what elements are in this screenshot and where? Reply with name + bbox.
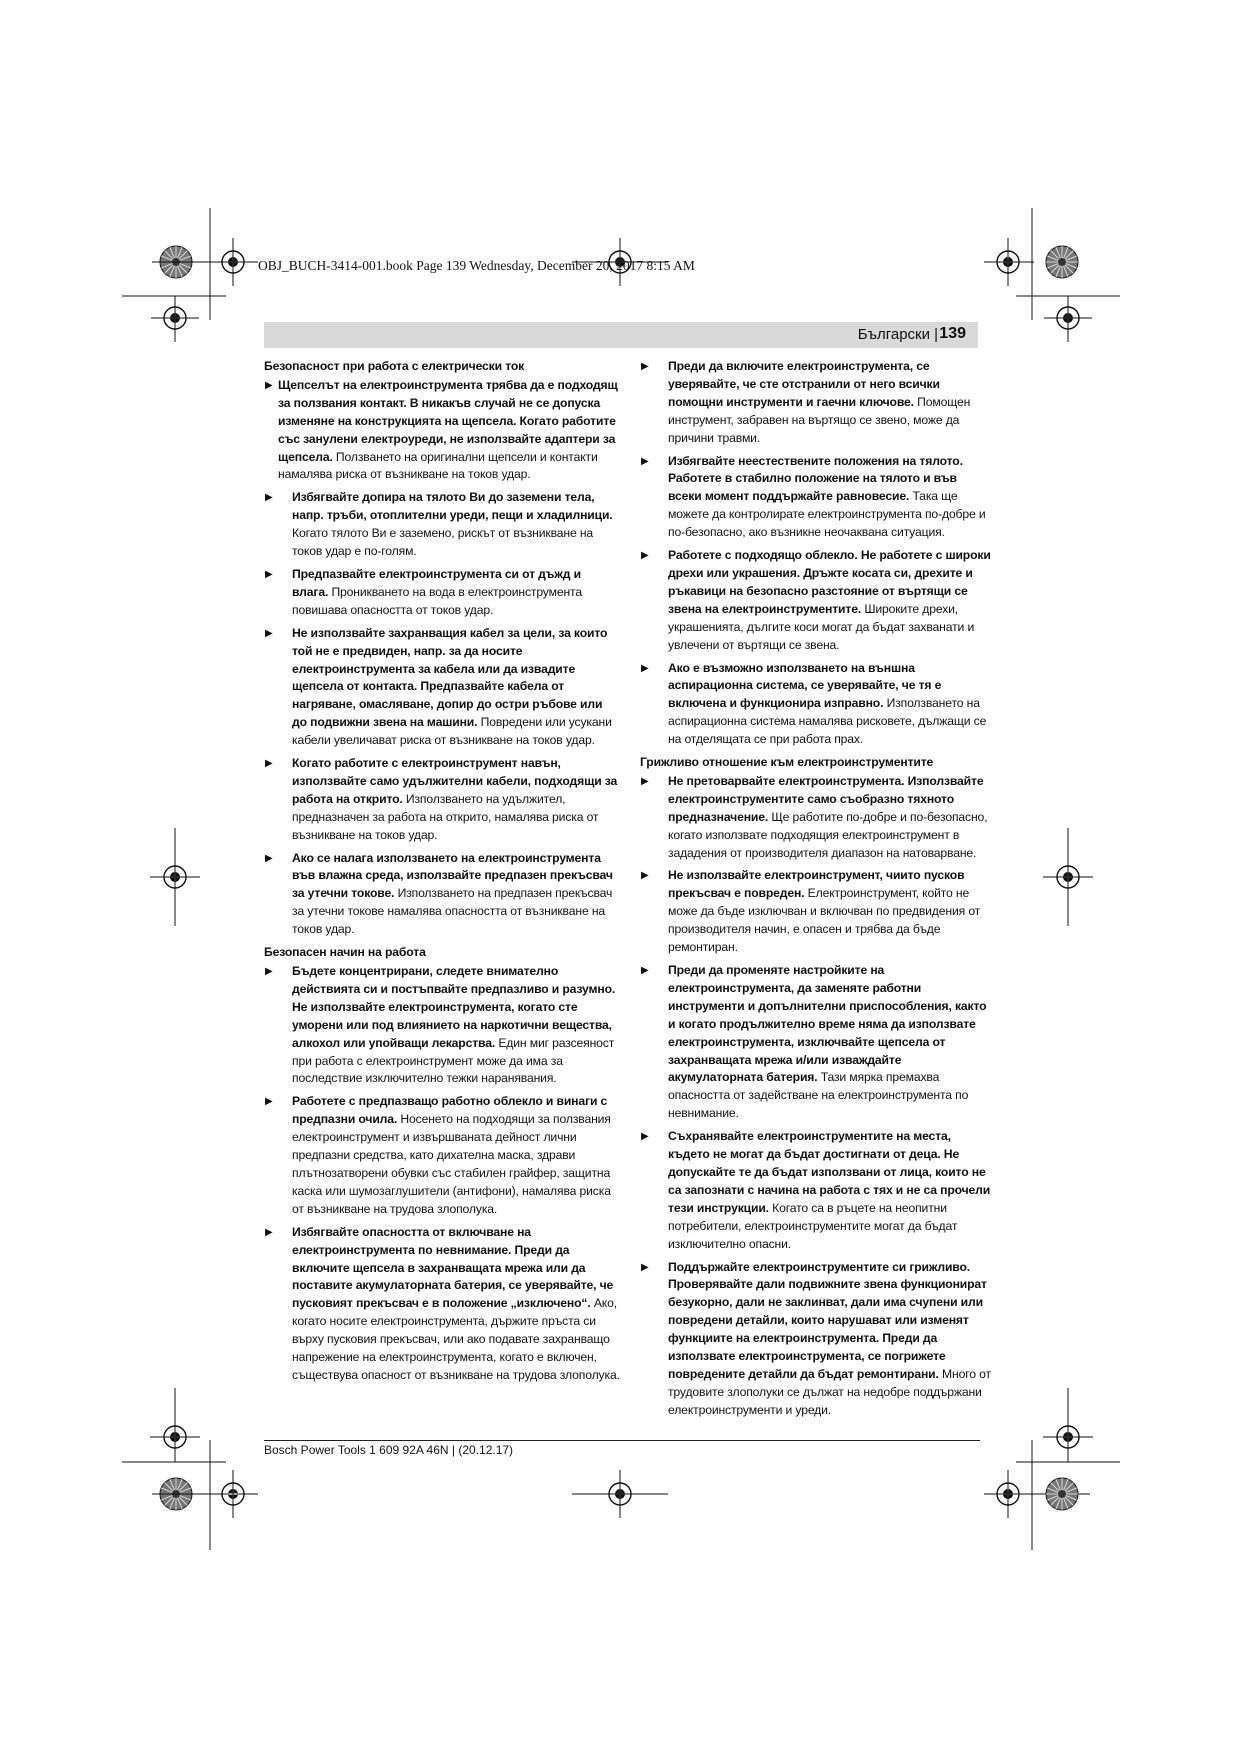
triangle-bullet-icon: ▶ [641, 361, 649, 372]
item-emphasis: Щепселът на електроинструмента трябва да е подходящ за ползвания контакт. В никакъв случай не се допуска изменяне на конструкцията на щепсела. Когато работите със занулени електроуреди, не използвайте адаптери за щепсела. [278, 377, 618, 464]
item-emphasis: Не използвайте електроинструмент, чиито пусков прекъсвач е повреден. [668, 868, 965, 901]
item-text: Ако, когато носите електроинструмента, държите пръста си върху пусковия прекъсвач, или ако подавате захранващо напрежение на електроинструмента, когато е включен, съществува опасност от възникване на трудова злополука. [292, 1296, 620, 1382]
item-text: Когато са в ръцете на неопитни потребители, електроинструментите могат да бъдат изключително опасни. [668, 1200, 958, 1251]
item-emphasis: Ако се налага използването на електроинструмента във влажна среда, използвайте предпазен прекъсвач за утечни токове. [292, 850, 613, 901]
item-emphasis: Работете с предпазващо работно облекло и винаги с предпазни очила. [292, 1094, 608, 1127]
item-emphasis: Избягвайте опасността от включване на електроинструмента по невнимание. Преди да включите щепсела в захранващата мрежа или да поставите акумулаторната батерия, се уверявайте, че пусковият прекъсвач е в положение „изключено“. [292, 1224, 614, 1311]
triangle-bullet-icon: ▶ [641, 1261, 649, 1273]
item-emphasis: Бъдете концентрирани, следете внимателно действията си и постъпвайте предпазливо и разумно. Не използвайте електроинструмента, когато сте уморени или под влиянието на наркотични вещества, алкохол или упойващи лекарства. [292, 964, 616, 1050]
item-emphasis: Съхранявайте електроинструментите на места, където не могат да бъдат достигнати от деца. Не допускайте те да бъдат използвани от лица, които не са запознати с начина на работа с тях и не са прочели тези инструкции. [668, 1129, 991, 1215]
item-text: Помощен инструмент, забравен на въртящо се звено, може да причини травми. [668, 394, 971, 445]
item-emphasis: Избягвайте допира на тялото Ви до заземени тела, напр. тръби, отоплителни уреди, пещи и хладилници. [292, 490, 613, 523]
triangle-bullet-icon: ▶ [641, 965, 649, 976]
item-emphasis: Предпазвайте електроинструмента си от дъжд и влага. [292, 566, 581, 599]
list-item [264, 377, 620, 484]
section-heading: Безопасност при работа с електрически ток [264, 359, 525, 373]
list-item [640, 547, 992, 654]
list-item [264, 566, 620, 620]
item-text: Използването на аспирационна система намалява рисковете, дължащи се на отделящата се при работа прах. [668, 696, 987, 747]
triangle-bullet-icon: ▶ [641, 455, 649, 467]
item-emphasis: Избягвайте неестествените положения на тялото. Работете в стабилно положение на тялото и във всеки момент поддържайте равновесие. [668, 453, 963, 504]
item-text: Широките дрехи, украшенията, дългите коси могат да бъдат захванати и увлечени от въртящи се звена. [668, 601, 975, 652]
triangle-bullet-icon: ▶ [265, 1226, 273, 1238]
header-separator: | [934, 326, 938, 343]
page-header [264, 322, 978, 348]
triangle-bullet-icon: ▶ [641, 550, 649, 562]
item-text: Проникването на вода в електроинструмента повишава опасността от токов удар. [292, 584, 582, 617]
header-language: Български [857, 326, 930, 343]
triangle-bullet-icon: ▶ [641, 662, 649, 674]
triangle-bullet-icon: ▶ [265, 379, 273, 391]
list-item [264, 625, 620, 750]
triangle-bullet-icon: ▶ [641, 1131, 649, 1143]
item-text: Използването на удължител, предназначен за работа на открито, намалява риска от възникване на токов удар. [292, 791, 599, 842]
list-item [640, 1259, 992, 1420]
triangle-bullet-icon: ▶ [265, 492, 273, 504]
triangle-bullet-icon: ▶ [265, 627, 273, 639]
footer-text: Bosch Power Tools 1 609 92A 46N | (20.12.17) [264, 1443, 514, 1457]
item-emphasis: Ако е възможно използването на външна аспирационна система, се уверявайте, че тя е включена и функционира изправно. [668, 660, 942, 711]
list-item [264, 489, 620, 561]
page-number: 139 [939, 325, 966, 342]
item-emphasis: Не използвайте захранващия кабел за цели, за които той не е предвиден, напр. за да носите електроинструмента за кабела или да извадите щепсела от контакта. Предпазвайте кабела от нагряване, омасляване, допир до остри ръбове или до подвижни звена на машини. [292, 625, 608, 730]
print-meta-line: OBJ_BUCH-3414-001.book Page 139 Wednesday, December 20, 2017 8:15 AM [258, 258, 695, 273]
list-item [640, 358, 992, 448]
list-item [264, 850, 620, 940]
color-wheel-registration-icon [1046, 246, 1078, 278]
item-text: Един миг разсеяност при работа с електроинструмент може да има за последствие изключително тежки наранявания. [292, 1035, 615, 1086]
item-text: Тази мярка премахва опасността от задействане на електроинструмента по невнимание. [668, 1070, 969, 1121]
list-item [640, 773, 992, 863]
item-emphasis: Преди да включите електроинструмента, се уверявайте, че сте отстранили от него всички помощни инструменти и гаечни ключове. [668, 359, 940, 409]
list-item [264, 963, 620, 1088]
triangle-bullet-icon: ▶ [265, 1096, 273, 1108]
triangle-bullet-icon: ▶ [265, 568, 273, 580]
list-item [640, 1128, 992, 1253]
list-item [264, 755, 620, 845]
section-heading: Грижливо отношение към електроинструментите [640, 755, 934, 770]
list-item [640, 660, 992, 750]
item-text: Когато тялото Ви е заземено, рискът от възникване на токов удар е по-голям. [292, 526, 594, 559]
right-column [640, 358, 992, 1425]
left-column [264, 358, 620, 1390]
item-text: Носенето на подходящи за ползвания електроинструмент и извършваната дейност лични предпазни средства, като дихателна маска, здрави плътнозатворени обувки със стабилен грайфер, защитна каска или шумозаглушители (антифони), намалява риска от възникване на трудова злополука. [292, 1112, 611, 1216]
list-item [264, 1224, 620, 1385]
item-emphasis: Поддържайте електроинструментите си грижливо. Проверявайте дали подвижните звена функционират безукорно, дали не заклинват, дали има счупени или повредени детайли, които нарушават или изменят функциите на електроинструмента. Преди да използвате електроинструмента, се погрижете повредените детайли да бъдат ремонтирани. [668, 1259, 987, 1381]
item-text: Ползването на оригинални щепсели и контакти намалява риска от възникване на токов удар. [278, 449, 598, 482]
triangle-bullet-icon: ▶ [641, 775, 649, 787]
item-emphasis: Преди да променяте настройките на електроинструмента, да заменяте работни инструменти и допълнителни приспособления, както и когато продължително време няма да използвате електроинструмента, изключвайте щепсела от захранващата мрежа и/или изваждайте акумулаторната батерия. [668, 963, 987, 1085]
item-text: Много от трудовите злополуки се дължат на недобре поддържани електроинструменти и уреди. [668, 1366, 991, 1417]
footer-divider [264, 1440, 980, 1441]
section-heading: Безопасен начин на работа [264, 945, 426, 960]
item-text: Електроинструмент, който не може да бъде изключван и включван по предвидения от производителя начин, е опасен и трябва да бъде ремонтиран. [668, 886, 981, 955]
item-emphasis: Не претоварвайте електроинструмента. Използвайте електроинструментите само съобразно тяхното предназначение. [668, 773, 984, 824]
item-text: Така ще можете да контролирате електроинструмента по-добре и по-безопасно, ако възникне неочаквана ситуация. [668, 489, 986, 540]
list-item [264, 1093, 620, 1218]
item-text: Повредени или усукани кабели увеличават риска от възникване на токов удар. [292, 715, 612, 748]
item-text: Ще работите по-добре и по-безопасно, когато използвате подходящия електроинструмент в зададения от производителя диапазон на натоварване. [668, 809, 988, 860]
list-item [640, 867, 992, 957]
color-wheel-registration-icon [1046, 1478, 1078, 1510]
triangle-bullet-icon: ▶ [265, 758, 273, 770]
item-emphasis: Работете с подходящо облекло. Не работете с широки дрехи или украшения. Дръжте косата си, дрехите и ръкавици на безопасно разстояние от въртящи се звена на електроинструментите. [668, 548, 991, 616]
triangle-bullet-icon: ▶ [265, 852, 273, 864]
item-text: Използването на предпазен прекъсвач за утечни токове намалява опасността от възникване на токов удар. [292, 886, 613, 937]
triangle-bullet-icon: ▶ [641, 870, 649, 882]
list-item [640, 962, 992, 1123]
triangle-bullet-icon: ▶ [265, 966, 273, 977]
item-emphasis: Когато работите с електроинструмент навън, използвайте само удължителни кабели, подходящи за работа на открито. [292, 756, 618, 806]
list-item [640, 453, 992, 543]
